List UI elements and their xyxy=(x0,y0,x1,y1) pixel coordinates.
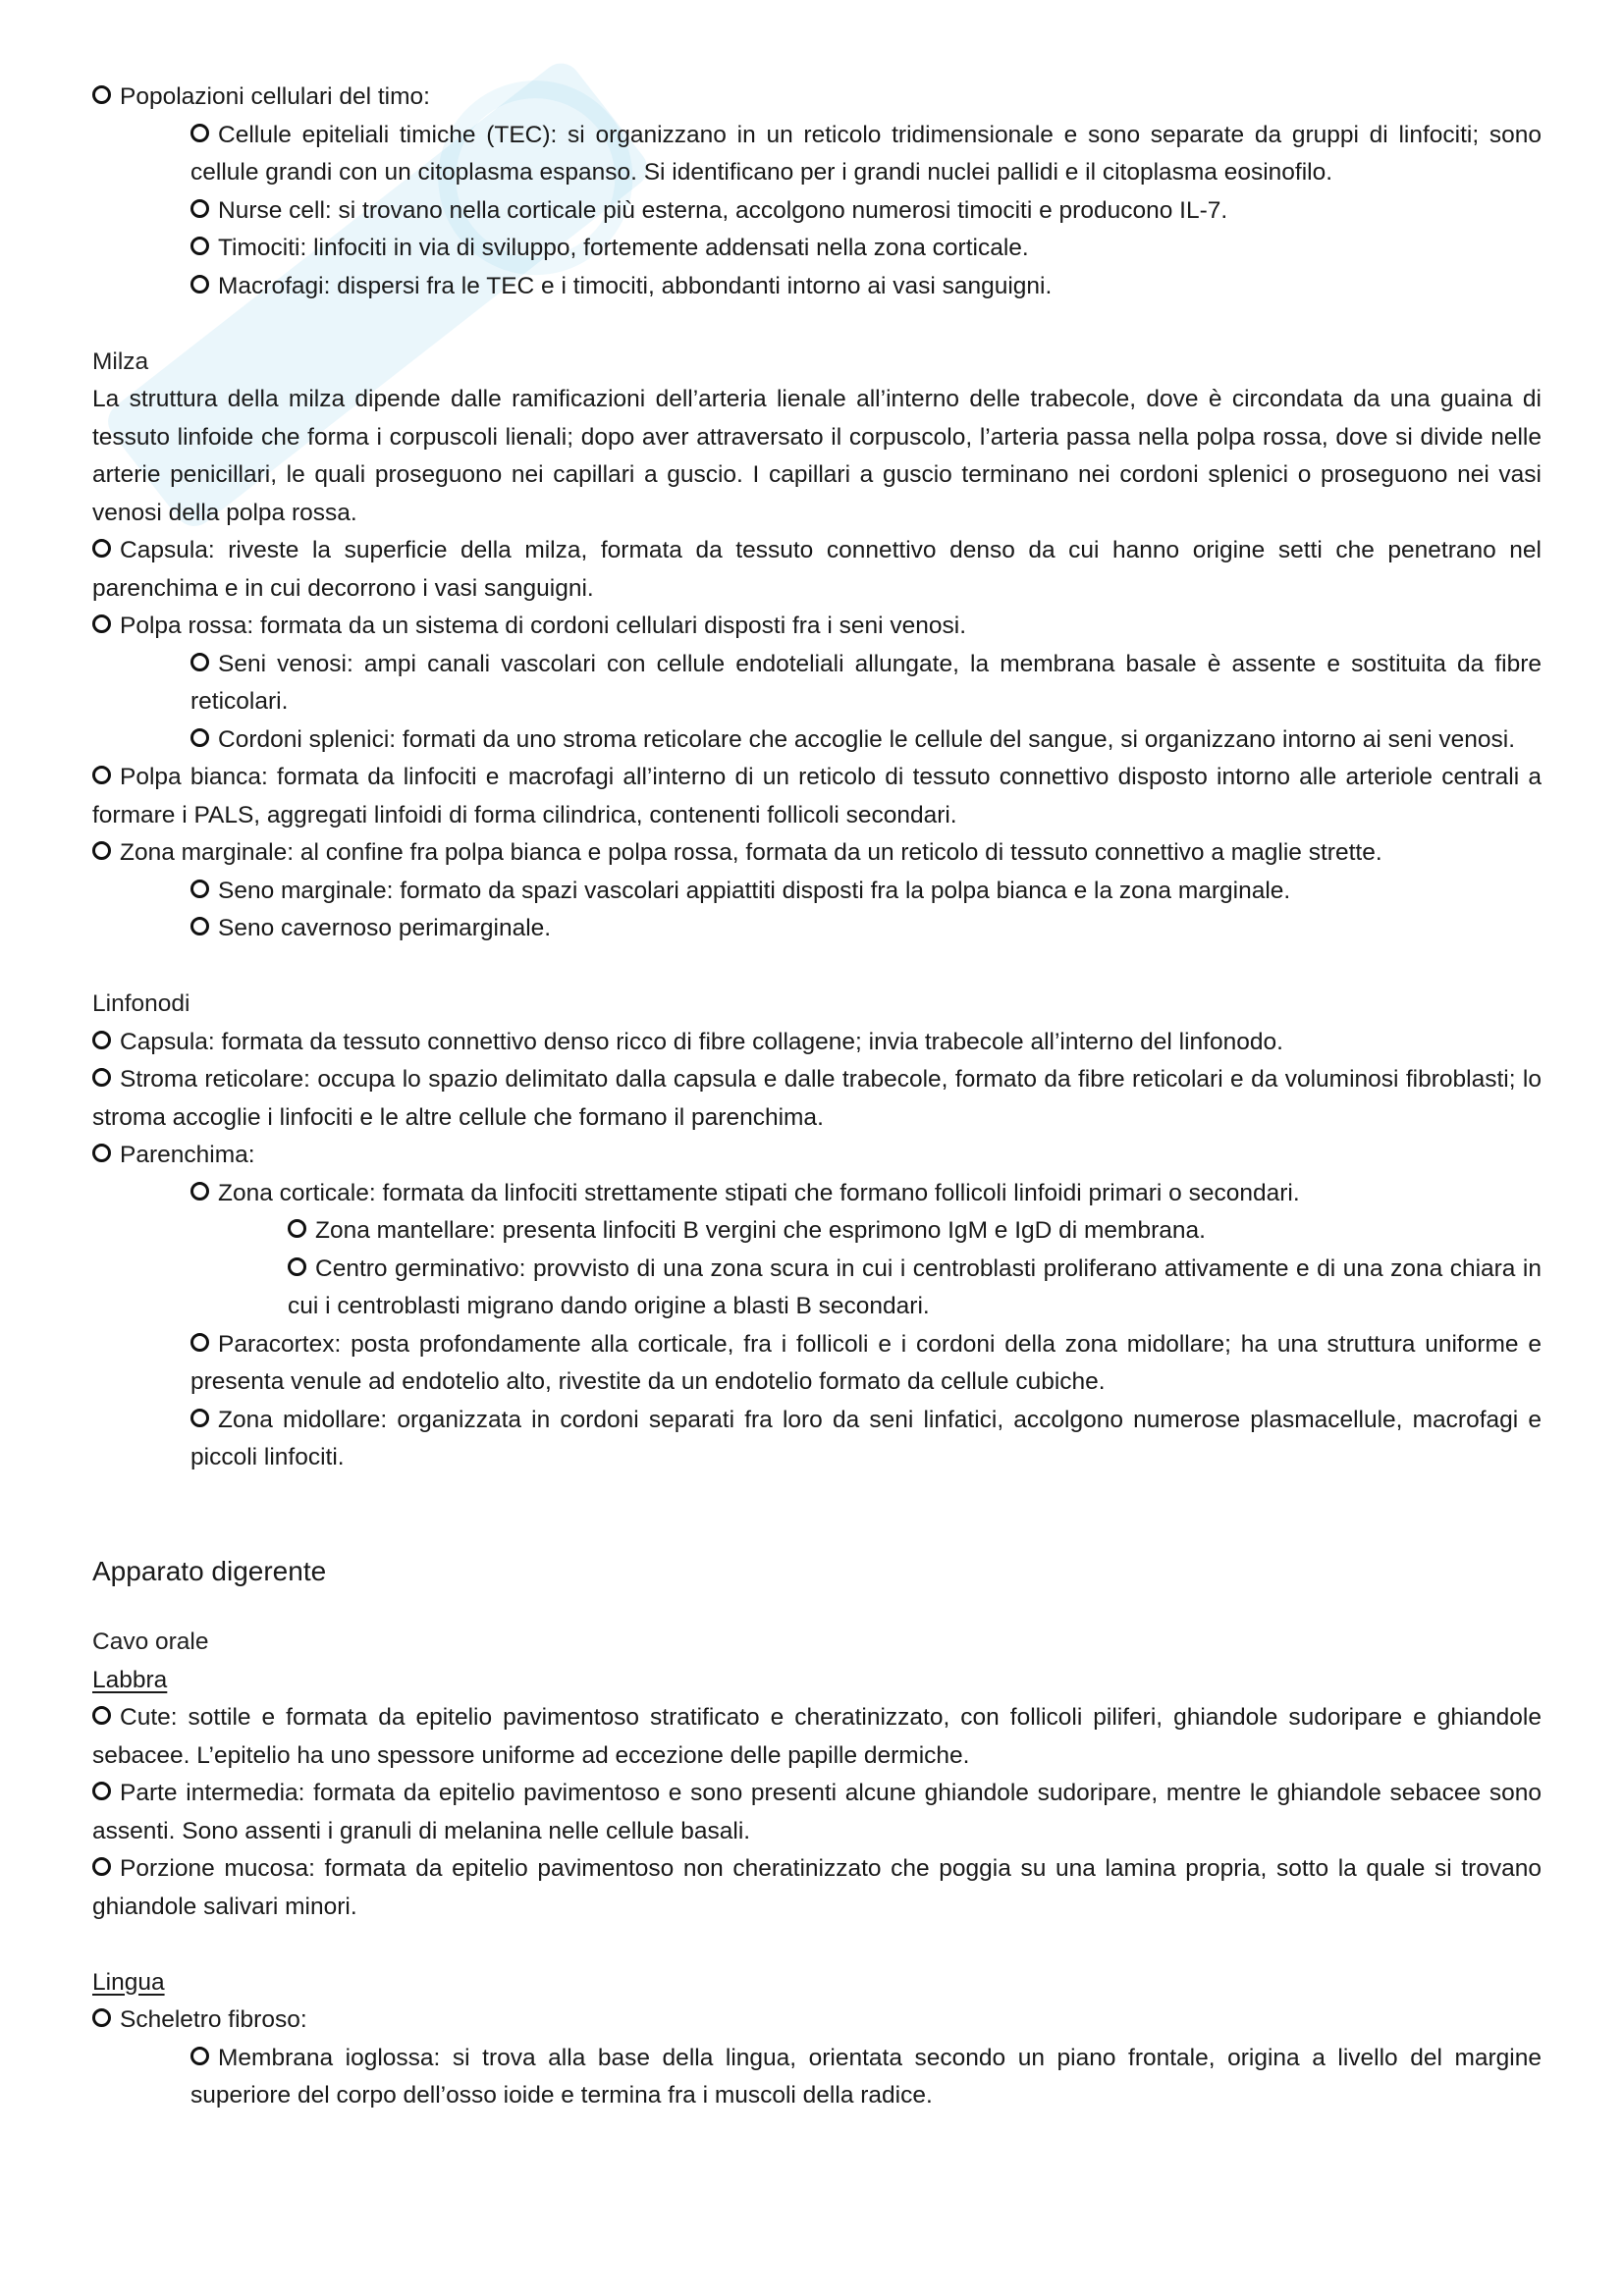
bullet-icon xyxy=(190,2047,209,2065)
list-item: Nurse cell: si trovano nella corticale più esterna, accolgono numerosi timociti e producono IL-7. xyxy=(92,192,1542,231)
list-item: Zona marginale: al confine fra polpa bianca e polpa rossa, formata da un reticolo di tessuto connettivo a maglie strette. xyxy=(92,834,1542,873)
list-item: Membrana ioglossa: si trova alla base della lingua, orientata secondo un piano frontale, origina a livello del margine superiore del corpo dell’osso ioide e termina fra i muscoli della radice. xyxy=(190,2044,1542,2109)
list-item: Stroma reticolare: occupa lo spazio delimitato dalla capsula e dalle trabecole, formato da fibre reticolari e da voluminosi fibroblasti; lo stroma accoglie i linfociti e le altre cellule che formano il parenchima. xyxy=(92,1066,1542,1131)
bullet-icon xyxy=(92,85,111,104)
bullet-icon xyxy=(92,1068,111,1087)
list-item: Polpa bianca: formata da linfociti e macrofagi all’interno di un reticolo di tessuto connettivo disposto intorno alle arteriole centrali a formare i PALS, aggregati linfoidi di forma cilindrica, contenenti follicoli secondari. xyxy=(92,764,1542,828)
bullet-icon xyxy=(92,1706,111,1725)
bullet-icon xyxy=(92,1031,111,1049)
bullet-icon xyxy=(288,1257,306,1276)
bullet-icon xyxy=(190,653,209,671)
bullet-icon xyxy=(190,728,209,747)
paragraph: La struttura della milza dipende dalle ramificazioni dell’arteria lienale all’interno delle trabecole, dove è circondata da una guaina di tessuto linfoide che forma i corpuscoli lienali; dopo aver attraversato il corpuscolo, l’arteria passa nella polpa rossa, dove si divide nelle arterie penicillari, le quali proseguono nei capillari a guscio. I capillari a guscio terminano nei cordoni splenici o proseguono nei vasi venosi della polpa rossa. xyxy=(92,386,1542,526)
list-item: Macrofagi: dispersi fra le TEC e i timociti, abbondanti intorno ai vasi sanguigni. xyxy=(92,268,1542,306)
list-item: Porzione mucosa: formata da epitelio pavimentoso non cheratinizzato che poggia su una lamina propria, sotto la quale si trovano ghiandole salivari minori. xyxy=(92,1855,1542,1920)
list-item: Capsula: formata da tessuto connettivo denso ricco di fibre collagene; invia trabecole all’interno del linfonodo. xyxy=(92,1024,1542,1062)
section-heading-cavo-orale: Cavo orale xyxy=(92,1629,209,1655)
bullet-icon xyxy=(288,1219,306,1238)
bullet-icon xyxy=(190,199,209,218)
bullet-icon xyxy=(190,275,209,294)
list-item: Polpa rossa: formata da un sistema di cordoni cellulari disposti fra i seni venosi. xyxy=(92,608,1542,646)
list-item: Zona midollare: organizzata in cordoni separati fra loro da seni linfatici, accolgono numerose plasmacellule, macrofagi e piccoli linfociti. xyxy=(190,1406,1542,1470)
list-item: Popolazioni cellulari del timo: xyxy=(92,79,1542,117)
bullet-icon xyxy=(92,841,111,860)
section-heading-linfonodi: Linfonodi xyxy=(92,990,190,1017)
list-item: Parte intermedia: formata da epitelio pavimentoso e sono presenti alcune ghiandole sudoripare, mentre le ghiandole sebacee sono assenti. Sono assenti i granuli di melanina nelle cellule basali. xyxy=(92,1780,1542,1844)
bullet-icon xyxy=(92,614,111,633)
bullet-icon xyxy=(190,237,209,255)
list-item: Cordoni splenici: formati da uno stroma reticolare che accoglie le cellule del sangue, si organizzano intorno ai seni venosi. xyxy=(92,721,1542,760)
chapter-heading-apparato-digerente: Apparato digerente xyxy=(92,1555,327,1586)
bullet-icon xyxy=(92,1782,111,1800)
list-item: Parenchima: xyxy=(92,1137,1542,1175)
bullet-icon xyxy=(92,766,111,784)
bullet-icon xyxy=(92,1144,111,1162)
subsection-heading-labbra: Labbra xyxy=(92,1666,168,1693)
list-item: Zona corticale: formata da linfociti strettamente stipati che formano follicoli linfoidi primari o secondari. xyxy=(92,1175,1542,1213)
bullet-icon xyxy=(190,124,209,142)
list-item: Cellule epiteliali timiche (TEC): si organizzano in un reticolo tridimensionale e sono separate da gruppi di linfociti; sono cellule grandi con un citoplasma espanso. Si identificano per i grandi nuclei pallidi e il citoplasma eosinofilo. xyxy=(190,121,1542,186)
bullet-icon xyxy=(92,1857,111,1876)
list-item: Cute: sottile e formata da epitelio pavimentoso stratificato e cheratinizzato, con follicoli piliferi, ghiandole sudoripare e ghiandole sebacee. L’epitelio ha uno spessore uniforme ad eccezione delle papille dermiche. xyxy=(92,1704,1542,1769)
list-item: Paracortex: posta profondamente alla corticale, fra i follicoli e i cordoni della zona midollare; ha una struttura uniforme e presenta venule ad endotelio alto, rivestite da un endotelio formato da cellule cubiche. xyxy=(190,1330,1542,1395)
list-item: Seno cavernoso perimarginale. xyxy=(92,910,1542,948)
list-item: Timociti: linfociti in via di sviluppo, fortemente addensati nella zona corticale. xyxy=(92,230,1542,268)
list-item: Scheletro fibroso: xyxy=(92,2002,1542,2040)
list-item: Zona mantellare: presenta linfociti B vergini che esprimono IgM e IgD di membrana. xyxy=(92,1212,1542,1251)
list-item: Capsula: riveste la superficie della milza, formata da tessuto connettivo denso da cui hanno origine setti che penetrano nel parenchima e in cui decorrono i vasi sanguigni. xyxy=(92,537,1542,602)
list-item: Seni venosi: ampi canali vascolari con cellule endoteliali allungate, la membrana basale è assente e sostituita da fibre reticolari. xyxy=(190,650,1542,715)
bullet-icon xyxy=(190,917,209,935)
list-item: Seno marginale: formato da spazi vascolari appiattiti disposti fra la polpa bianca e la zona marginale. xyxy=(92,873,1542,911)
subsection-heading-lingua: Lingua xyxy=(92,1968,165,1996)
bullet-icon xyxy=(190,1182,209,1201)
bullet-icon xyxy=(190,1333,209,1352)
bullet-icon xyxy=(190,880,209,898)
section-heading-milza: Milza xyxy=(92,347,149,375)
bullet-icon xyxy=(92,2008,111,2027)
bullet-icon xyxy=(190,1409,209,1427)
bullet-icon xyxy=(92,539,111,558)
list-item: Centro germinativo: provvisto di una zona scura in cui i centroblasti proliferano attivamente e di una zona chiara in cui i centroblasti migrano dando origine a blasti B secondari. xyxy=(288,1255,1542,1319)
document-page xyxy=(92,79,1542,2115)
